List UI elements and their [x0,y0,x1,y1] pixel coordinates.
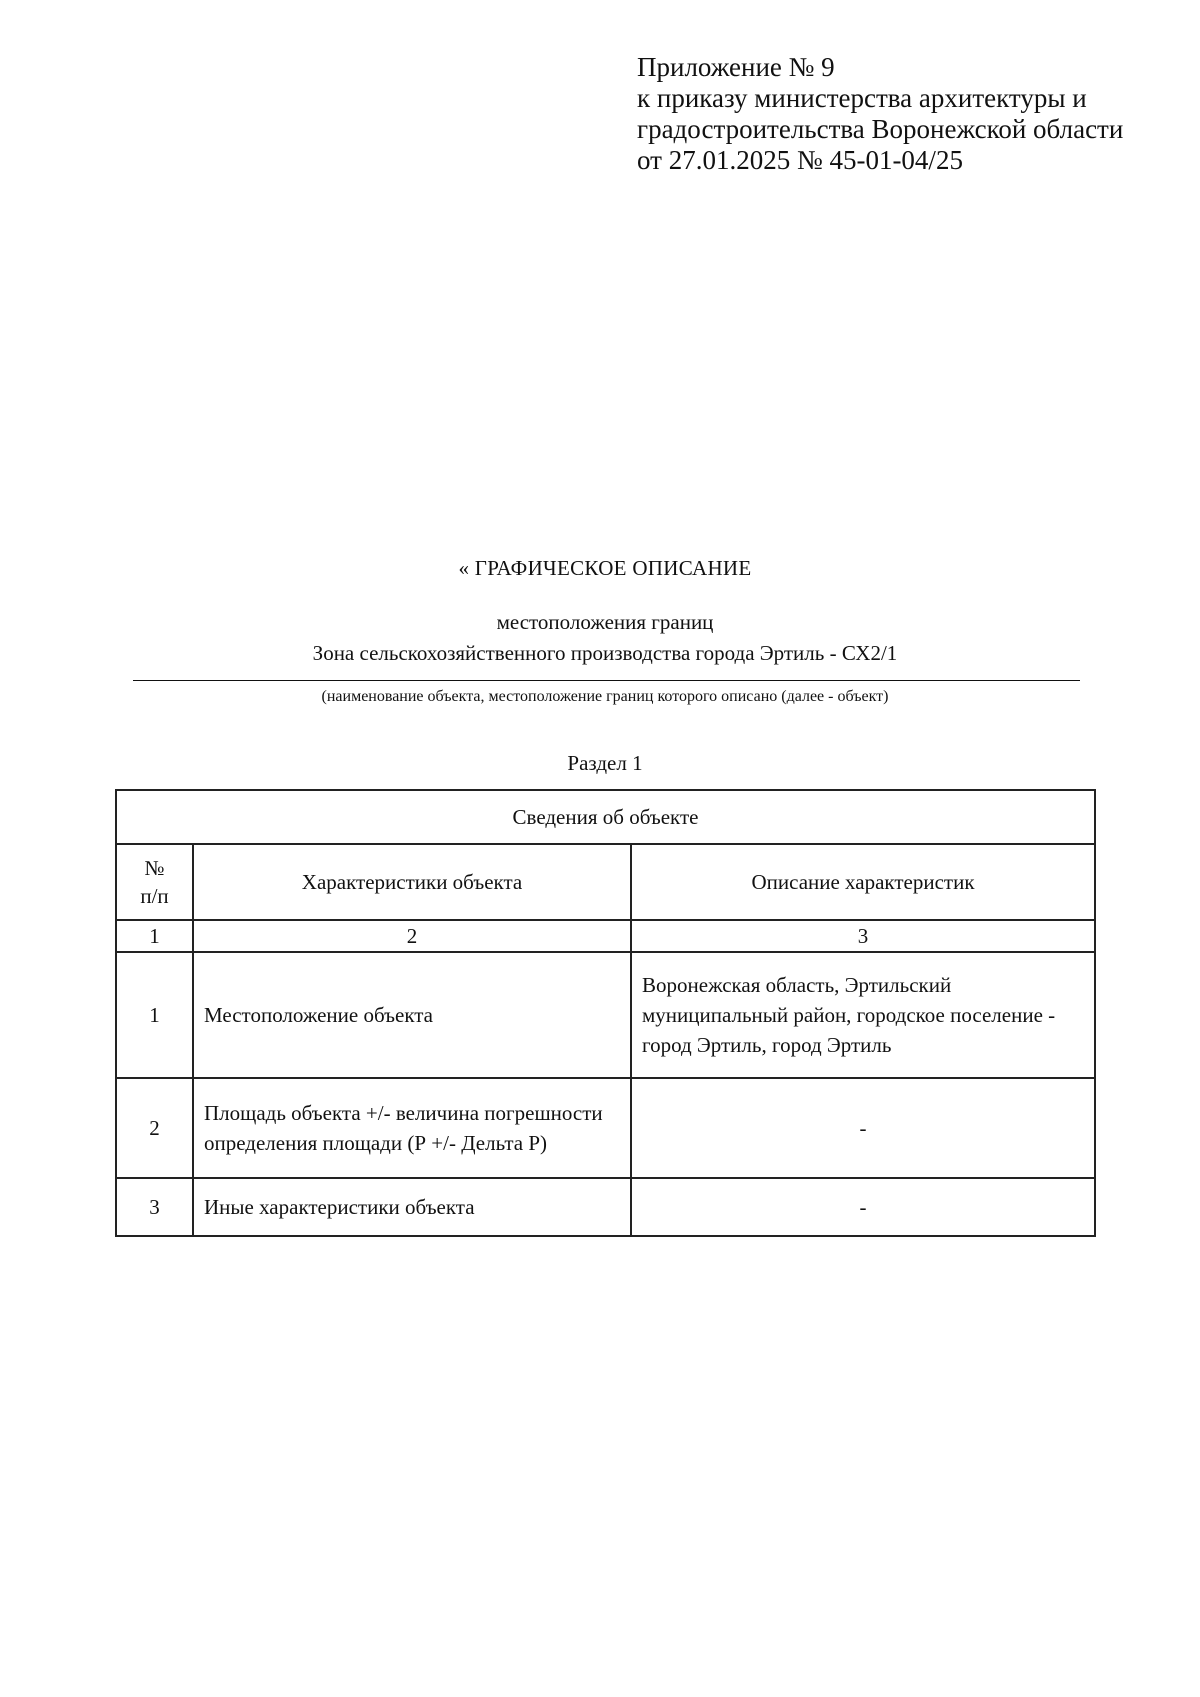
row-characteristic: Площадь объекта +/- величина погрешности определения площади (Р +/- Дельта Р) [193,1078,631,1178]
document-subtitle: местоположения границ [496,610,714,634]
column-index: 1 [116,920,193,952]
table-row [116,1078,1095,1178]
appendix-line: к приказу министерства архитектуры и [637,83,1087,113]
header-number [116,844,193,920]
table-row [116,1178,1095,1236]
table-caption: Сведения об объекте [116,790,1095,844]
appendix-line: Приложение № 9 [637,52,835,82]
row-number: 1 [116,952,193,1078]
object-name-underline [133,680,1080,681]
header-number-line2: п/п [140,884,169,908]
appendix-line: градостроительства Воронежской области [637,114,1124,144]
appendix-line: от 27.01.2025 № 45-01-04/25 [637,145,963,175]
table-row [116,952,1095,1078]
appendix-header [637,52,1123,176]
row-description: Воронежская область, Эртильский муниципальный район, городское поселение - город Эртиль, город Эртиль [631,952,1095,1078]
header-description: Описание характеристик [631,844,1095,920]
row-characteristic: Иные характеристики объекта [193,1178,631,1236]
column-index: 2 [193,920,631,952]
object-name: Зона сельскохозяйственного производства города Эртиль - СХ2/1 [312,641,898,665]
section-heading: Раздел 1 [567,751,643,775]
header-characteristics: Характеристики объекта [193,844,631,920]
table-header-row [116,844,1095,920]
table-caption-row [116,790,1095,844]
row-description: - [631,1078,1095,1178]
row-description: - [631,1178,1095,1236]
row-characteristic: Местоположение объекта [193,952,631,1078]
row-number: 3 [116,1178,193,1236]
row-number: 2 [116,1078,193,1178]
column-index: 3 [631,920,1095,952]
object-name-caption: (наименование объекта, местоположение границ которого описано (далее - объект) [321,688,889,705]
header-number-line1: № [144,856,165,880]
object-info-table [115,789,1096,1237]
column-index-row [116,920,1095,952]
document-title: « ГРАФИЧЕСКОЕ ОПИСАНИЕ [458,556,752,580]
